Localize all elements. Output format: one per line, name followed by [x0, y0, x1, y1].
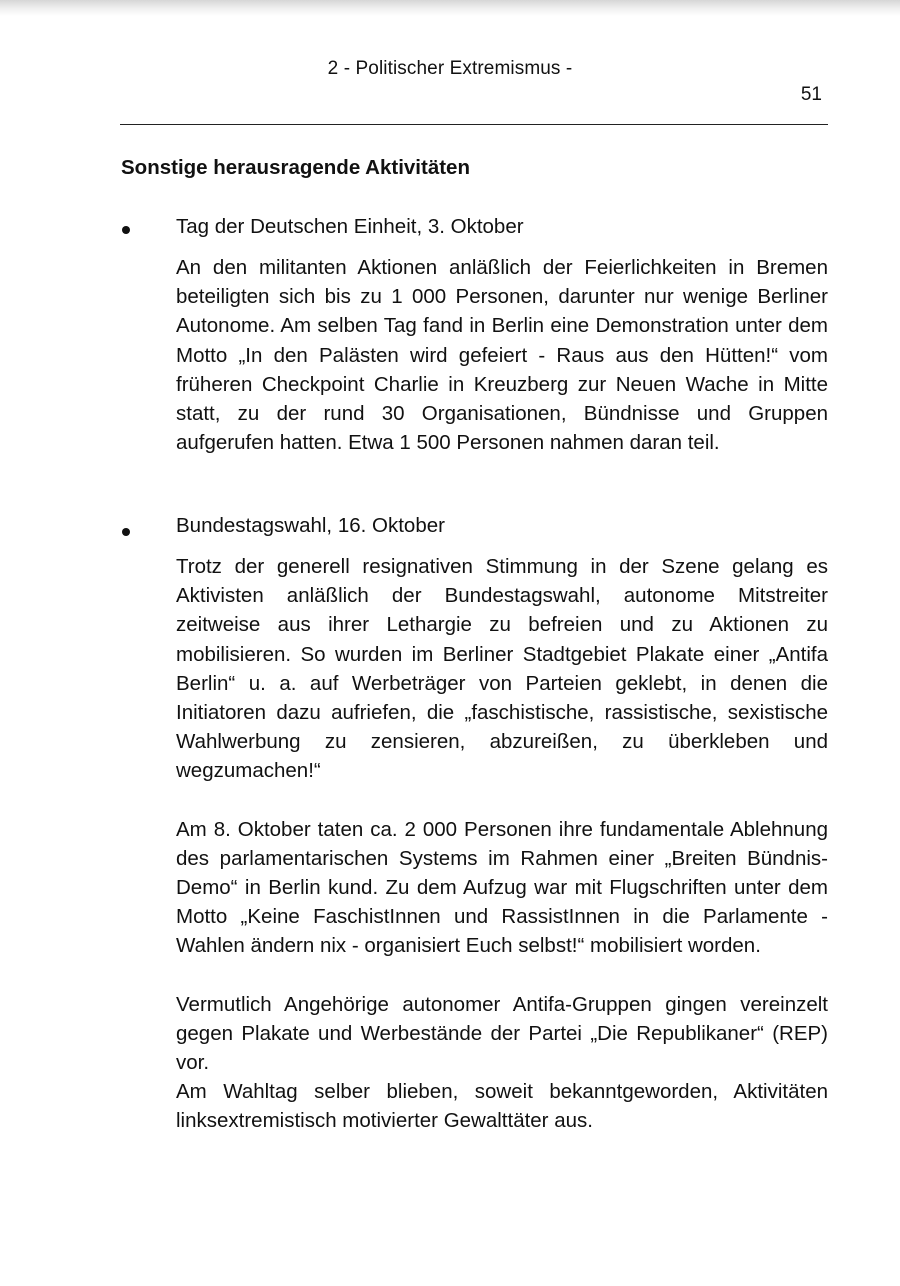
- paragraph: Vermutlich Angehörige autonomer Antifa-Gruppen gingen vereinzelt gegen Plakate und Werbestände der Partei „Die Republikaner“ (REP) vor.: [176, 992, 828, 1075]
- bullet-icon: [122, 528, 130, 536]
- list-item-tag-der-deutschen-einheit: [176, 212, 828, 457]
- paragraph: Trotz der generell resignativen Stimmung in der Szene gelang es Aktivisten anläßlich der Bundestagswahl, autonome Mitstreiter zeitweise aus ihrer Lethargie zu befreien und zu Aktionen zu mobilisieren. So wurden im Berliner Stadtgebiet Plakate einer „Antifa Berlin“ u. a. auf Werbeträger von Parteien geklebt, in denen die Initiatoren dazu aufriefen, die „faschistische, rassistische, sexistische Wahlwerbung zu zensieren, abzureißen, zu überkleben und wegzumachen!“: [176, 555, 828, 783]
- paragraph: Am 8. Oktober taten ca. 2 000 Personen ihre fundamentale Ablehnung des parlamentarischen Systems im Rahmen einer „Breiten Bündnis-Demo“ in Berlin kund. Zu dem Aufzug war mit Flugschriften unter dem Motto „Keine FaschistInnen und RassistInnen in die Parlamente - Wahlen ändern nix - organisiert Euch selbst!“ mobilisiert worden.: [176, 817, 828, 958]
- list-item-bundestagswahl: [176, 511, 828, 1136]
- paragraph: An den militanten Aktionen anläßlich der Feierlichkeiten in Bremen beteiligten sich bis zu 1 000 Personen, darunter nur wenige Berliner Autonome. Am selben Tag fand in Berlin eine Demonstration unter dem Motto „In den Palästen wird gefeiert - Raus aus den Hütten!“ vom früheren Checkpoint Charlie in Kreuzberg zur Neuen Wache in Mitte statt, zu der rund 30 Organisationen, Bündnisse und Gruppen aufgerufen hatten. Etwa 1 500 Personen nahmen daran teil.: [176, 256, 828, 455]
- list-item-title: Tag der Deutschen Einheit, 3. Oktober: [176, 215, 524, 238]
- page-number: 51: [800, 84, 822, 105]
- paragraph: Am Wahltag selber blieben, soweit bekanntgeworden, Aktivitäten linksextremistisch motivierter Gewalttäter aus.: [176, 1080, 828, 1133]
- header-rule: [120, 124, 828, 125]
- bullet-icon: [122, 226, 130, 234]
- running-header: 2 - Politischer Extremismus -: [327, 58, 573, 79]
- list-item-title: Bundestagswahl, 16. Oktober: [176, 514, 445, 537]
- section-title: Sonstige herausragende Aktivitäten: [121, 156, 470, 179]
